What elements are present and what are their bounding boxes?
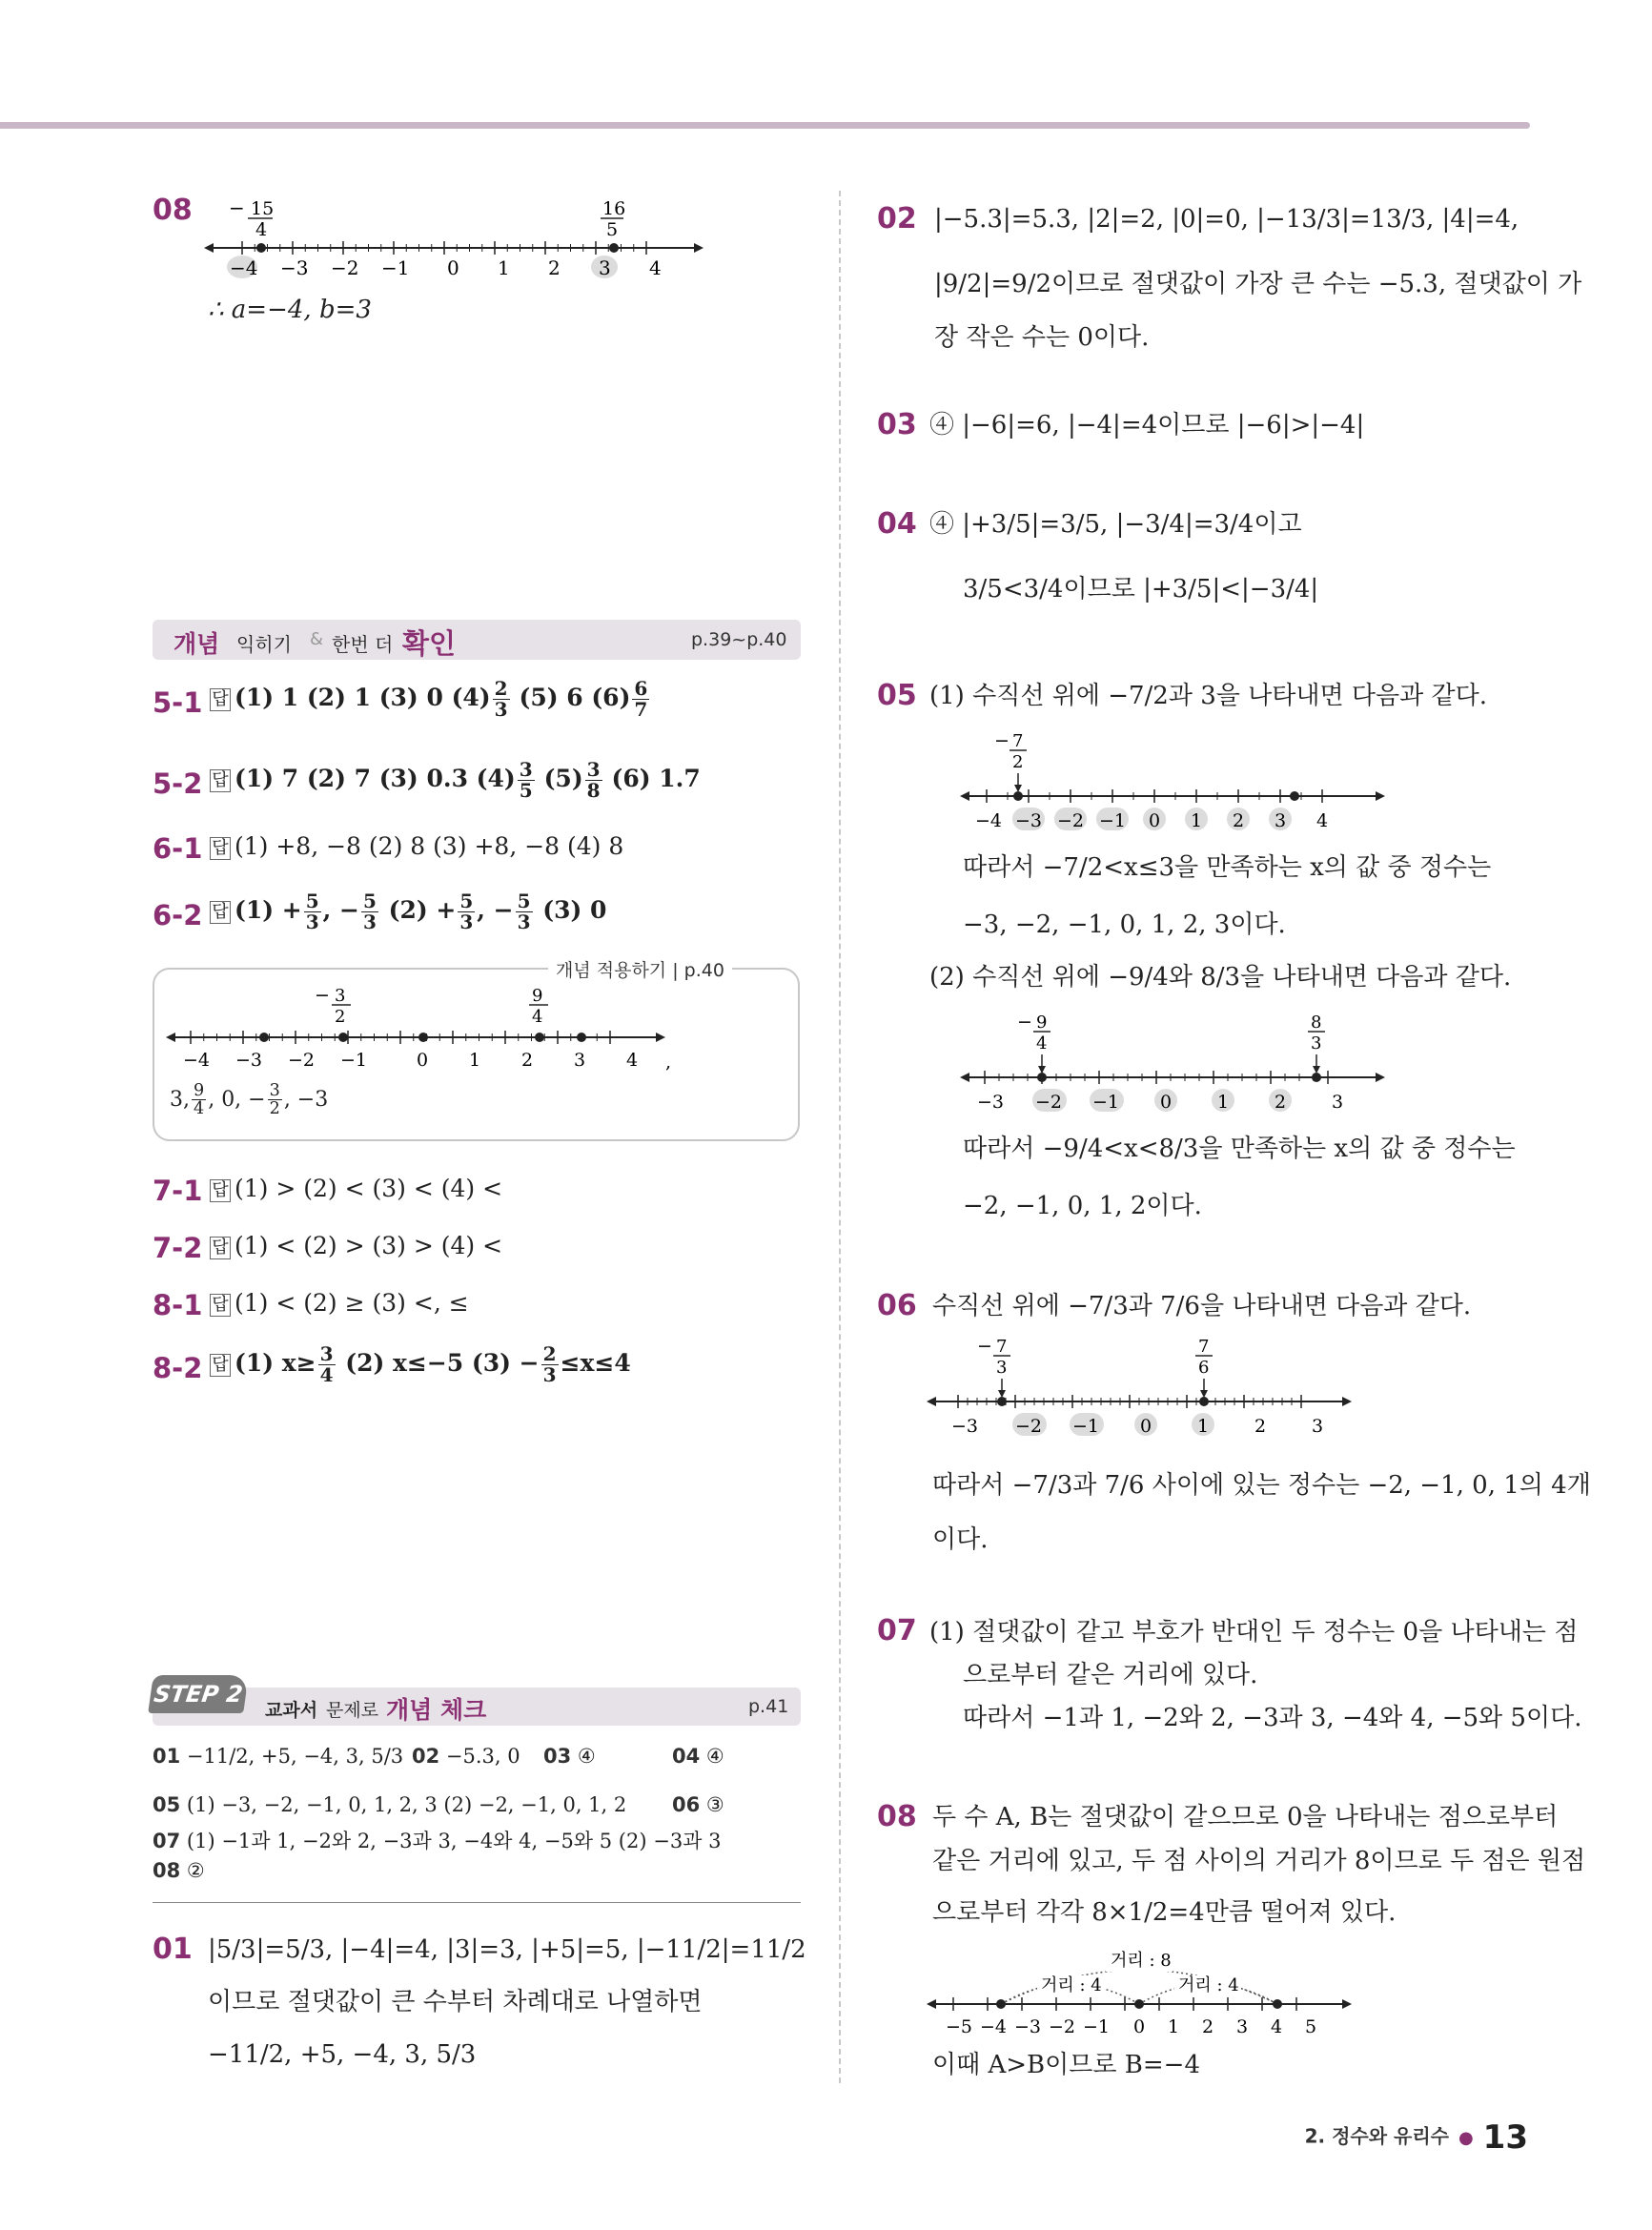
sol03-line1: ④ |−6|=6, |−4|=4이므로 |−6|>|−4|: [929, 411, 1365, 440]
sol05-line1: (1) 수직선 위에 −7/2과 3을 나타내면 다음과 같다.: [929, 682, 1487, 710]
svg-text:−4: −4: [183, 1050, 211, 1071]
svg-text:거리 : 8: 거리 : 8: [1111, 1951, 1172, 1971]
sol04-line2: 3/5<3/4이므로 |+3/5|<|−3/4|: [963, 575, 1319, 604]
sol01-line3: −11/2, +5, −4, 3, 5/3: [208, 2040, 477, 2069]
sol01-line2: 이므로 절댓값이 큰 수부터 차례대로 나열하면: [208, 1988, 703, 2016]
banner-title-4: 확인: [402, 627, 457, 660]
banner-title-1: 개념: [173, 630, 220, 658]
svg-text:−2: −2: [1035, 1092, 1063, 1113]
svg-text:−: −: [315, 985, 330, 1006]
banner-title-2: 익히기: [236, 633, 292, 656]
summary-04: 04 ④: [672, 1745, 724, 1768]
section-title: 2. 정수와 유리수: [1304, 2124, 1449, 2148]
svg-text:8: 8: [1311, 1013, 1322, 1033]
answer-mark-icon: 답: [210, 1179, 231, 1202]
nl-label: 5: [606, 219, 619, 240]
problem-number-08: 08: [877, 1800, 917, 1833]
number-line-05a: [958, 729, 1397, 834]
page-number: 13: [1482, 2118, 1528, 2157]
svg-text:3: 3: [1236, 2016, 1249, 2037]
svg-text:6: 6: [1198, 1358, 1210, 1378]
sol02-line3: 장 작은 수는 0이다.: [934, 323, 1150, 352]
svg-text:4: 4: [532, 1007, 543, 1027]
svg-text:4: 4: [626, 1050, 639, 1071]
problem-number-03: 03: [877, 408, 917, 441]
tick-label: −2: [331, 256, 359, 279]
svg-text:2: 2: [335, 1007, 346, 1027]
box-label: 개념 적용하기 | p.40: [548, 956, 732, 982]
problem-number-08: 08: [153, 194, 193, 227]
svg-text:3: 3: [996, 1358, 1008, 1378]
number-line-box: [162, 982, 696, 1073]
step2-title-1: 교과서: [265, 1700, 318, 1721]
svg-text:−4: −4: [975, 810, 1003, 831]
svg-text:9: 9: [1036, 1013, 1048, 1033]
sol07-line1: (1) 절댓값이 같고 부호가 반대인 두 정수는 0을 나타내는 점: [929, 1618, 1579, 1647]
answer-7-2: 답 (1) < (2) > (3) > (4) <: [210, 1232, 502, 1259]
tick-label: 4: [649, 256, 662, 279]
tick-label: 0: [447, 256, 459, 279]
banner-pages: p.39~p.40: [691, 629, 787, 650]
top-decorative-bar: [0, 122, 1530, 129]
svg-text:4: 4: [1036, 1033, 1048, 1054]
step2-badge: STEP 2: [148, 1675, 249, 1713]
summary-05: 05 (1) −3, −2, −1, 0, 1, 2, 3 (2) −2, −1, 0, 1, 2: [153, 1793, 627, 1816]
svg-text:0: 0: [1133, 2016, 1146, 2037]
svg-text:−1: −1: [1099, 810, 1127, 831]
column-divider: [839, 191, 841, 2083]
svg-text:0: 0: [1140, 1416, 1152, 1437]
step2-banner: [153, 1688, 801, 1726]
number-line-05b: [958, 1011, 1397, 1115]
svg-text:0: 0: [1160, 1092, 1173, 1113]
svg-text:−2: −2: [1049, 2016, 1076, 2037]
svg-text:1: 1: [1191, 810, 1203, 831]
svg-text:−5: −5: [946, 2016, 973, 2037]
svg-text:3: 3: [1332, 1092, 1344, 1113]
svg-text:1: 1: [1168, 2016, 1180, 2037]
summary-01: 01 −11/2, +5, −4, 3, 5/3: [153, 1745, 404, 1768]
answer-5-1: 답 (1) 1 (2) 1 (3) 0 (4) $\frac{2}{3}$ (5) 6 (6) $\frac{6}{7}$: [210, 679, 651, 720]
svg-text:−: −: [977, 1336, 992, 1357]
answer-mark-icon: 답: [210, 1294, 231, 1317]
svg-text:0: 0: [417, 1050, 429, 1071]
item-number: 6-2: [153, 899, 203, 931]
sol05-line6: −2, −1, 0, 1, 2이다.: [963, 1192, 1202, 1220]
nl-label: 15: [251, 198, 275, 219]
svg-text:−3: −3: [1015, 810, 1043, 831]
item-number: 8-2: [153, 1352, 203, 1384]
sol05-line4: (2) 수직선 위에 −9/4와 8/3을 나타내면 다음과 같다.: [929, 963, 1512, 992]
nl-label: −: [229, 196, 245, 219]
svg-text:7: 7: [1012, 731, 1024, 751]
step2-title-3: 개념 체크: [386, 1696, 487, 1724]
sol01-line1: |5/3|=5/3, |−4|=4, |3|=3, |+5|=5, |−11/2|=11/2: [208, 1935, 806, 1964]
banner-title-3: 한번 더: [332, 633, 394, 656]
summary-rule: [153, 1902, 801, 1903]
svg-text:,: ,: [665, 1052, 672, 1073]
bullet-icon: ●: [1458, 2127, 1474, 2148]
summary-07: 07 (1) −1과 1, −2와 2, −3과 3, −4와 4, −5와 5 (2) −3과 3: [153, 1830, 722, 1852]
step2-title-2: 문제로: [326, 1700, 379, 1721]
answer-8-1: 답 (1) < (2) ≥ (3) <, ≤: [210, 1289, 469, 1317]
item-number: 8-1: [153, 1289, 203, 1321]
svg-text:3: 3: [574, 1050, 586, 1071]
svg-text:1: 1: [469, 1050, 481, 1071]
svg-text:1: 1: [1217, 1092, 1230, 1113]
sol05-line5: 따라서 −9/4<x<8/3을 만족하는 x의 값 중 정수는: [963, 1135, 1516, 1163]
svg-text:5: 5: [1305, 2016, 1317, 2037]
sol07-line3: 따라서 −1과 1, −2와 2, −3과 3, −4와 4, −5와 5이다.: [963, 1704, 1582, 1732]
svg-text:0: 0: [1149, 810, 1161, 831]
answer-mark-icon: 답: [210, 1237, 231, 1259]
svg-text:−2: −2: [1057, 810, 1085, 831]
svg-text:−1: −1: [340, 1050, 368, 1071]
svg-text:4: 4: [1316, 810, 1329, 831]
number-line-08: [200, 195, 715, 281]
svg-text:거리 : 4: 거리 : 4: [1041, 1975, 1102, 1995]
answer-mark-icon: 답: [210, 901, 231, 924]
box-answer: 3, $\frac{9}{4}$ , 0, − $\frac{3}{2}$ , −3: [170, 1081, 329, 1119]
answer-8-2: 답 (1) x≥ $\frac{3}{4}$ (2) x≤−5 (3) − $\frac{2}{3}$ ≤x≤4: [210, 1344, 631, 1385]
summary-08: 08 ②: [153, 1859, 205, 1882]
problem-number-02: 02: [877, 202, 917, 235]
answer-mark-icon: 답: [210, 837, 231, 860]
problem-number-05: 05: [877, 679, 917, 712]
tick-label: 1: [498, 256, 510, 279]
svg-text:1: 1: [1197, 1416, 1210, 1437]
sol08-line2: 같은 거리에 있고, 두 점 사이의 거리가 8이므로 두 점은 원점: [932, 1847, 1586, 1875]
item-number: 5-2: [153, 767, 203, 800]
svg-text:−1: −1: [1083, 2016, 1111, 2037]
sol04-line1: ④ |+3/5|=3/5, |−3/4|=3/4이고: [929, 510, 1302, 539]
sol08-line1: 두 수 A, B는 절댓값이 같으므로 0을 나타내는 점으로부터: [932, 1803, 1559, 1831]
point-b: [609, 243, 619, 253]
sol05-line2: 따라서 −7/2<x≤3을 만족하는 x의 값 중 정수는: [963, 853, 1492, 882]
sol02-line2: |9/2|=9/2이므로 절댓값이 가장 큰 수는 −5.3, 절댓값이 가: [934, 270, 1582, 298]
point-a: [256, 243, 266, 253]
banner-amp: &: [310, 629, 324, 649]
svg-text:−: −: [994, 730, 1010, 751]
svg-text:거리 : 4: 거리 : 4: [1178, 1975, 1239, 1995]
svg-text:9: 9: [532, 986, 543, 1006]
sol08-line4: 이때 A>B이므로 B=−4: [932, 2051, 1200, 2079]
tick-label: −3: [280, 256, 309, 279]
svg-text:4: 4: [1271, 2016, 1283, 2037]
answer-6-1: 답 (1) +8, −8 (2) 8 (3) +8, −8 (4) 8: [210, 832, 623, 860]
problem-number-07: 07: [877, 1614, 917, 1647]
sol06-line2: 따라서 −7/3과 7/6 사이에 있는 정수는 −2, −1, 0, 1의 4개: [932, 1471, 1591, 1500]
svg-text:2: 2: [1254, 1416, 1267, 1437]
svg-text:−1: −1: [1072, 1416, 1100, 1437]
sol08-line3: 으로부터 각각 8×1/2=4만큼 떨어져 있다.: [932, 1898, 1397, 1927]
svg-text:3: 3: [1275, 810, 1287, 831]
sol06-line1: 수직선 위에 −7/3과 7/6을 나타내면 다음과 같다.: [932, 1292, 1472, 1320]
problem-number-06: 06: [877, 1289, 917, 1322]
number-line-06: [925, 1335, 1363, 1440]
problem-number-04: 04: [877, 507, 917, 541]
svg-text:−3: −3: [1014, 2016, 1042, 2037]
item-number: 7-2: [153, 1232, 203, 1264]
answer-5-2: 답 (1) 7 (2) 7 (3) 0.3 (4) $\frac{3}{5}$ (5) $\frac{3}{8}$ (6) 1.7: [210, 760, 701, 801]
svg-text:7: 7: [1198, 1337, 1210, 1357]
item-number: 7-1: [153, 1175, 203, 1207]
svg-text:−2: −2: [1015, 1416, 1043, 1437]
item-number: 5-1: [153, 686, 203, 719]
nl-label: 16: [602, 198, 626, 219]
sol02-line1: |−5.3|=5.3, |2|=2, |0|=0, |−13/3|=13/3, |4|=4,: [934, 205, 1519, 234]
svg-text:−2: −2: [288, 1050, 316, 1071]
svg-text:2: 2: [1275, 1092, 1287, 1113]
answer-7-1: 답 (1) > (2) < (3) < (4) <: [210, 1175, 502, 1202]
number-line-08b: [925, 1945, 1363, 2040]
summary-03: 03 ④: [543, 1745, 596, 1768]
tick-label: −1: [381, 256, 410, 279]
svg-text:−1: −1: [1092, 1092, 1120, 1113]
svg-text:−4: −4: [980, 2016, 1008, 2037]
svg-text:2: 2: [1233, 810, 1245, 831]
svg-text:2: 2: [521, 1050, 534, 1071]
problem-number-01: 01: [153, 1933, 193, 1966]
svg-text:−: −: [1017, 1012, 1032, 1033]
svg-text:−3: −3: [977, 1092, 1005, 1113]
svg-text:−3: −3: [235, 1050, 263, 1071]
svg-text:3: 3: [1312, 1416, 1324, 1437]
step2-page: p.41: [748, 1696, 789, 1717]
summary-06: 06 ③: [672, 1793, 724, 1816]
svg-text:7: 7: [996, 1337, 1008, 1357]
svg-text:3: 3: [335, 986, 346, 1006]
page-footer: [1305, 2118, 1528, 2157]
item-number: 6-1: [153, 832, 203, 865]
sol06-line3: 이다.: [932, 1525, 989, 1554]
answer-mark-icon: 답: [210, 769, 231, 792]
sol05-line3: −3, −2, −1, 0, 1, 2, 3이다.: [963, 910, 1286, 939]
svg-text:2: 2: [1202, 2016, 1214, 2037]
concept-banner: [153, 620, 801, 660]
answer-6-2: 답 (1) + $\frac{5}{3}$ , − $\frac{5}{3}$ (2) + $\frac{5}{3}$ , − $\frac{5}{3}$ (3) 0: [210, 891, 606, 932]
answer-08: ∴ a=−4, b=3: [208, 296, 372, 324]
tick-label: 2: [548, 256, 561, 279]
answer-mark-icon: 답: [210, 688, 231, 711]
tick-label: −4: [230, 256, 258, 279]
sol07-line2: 으로부터 같은 거리에 있다.: [963, 1661, 1258, 1689]
answer-mark-icon: 답: [210, 1354, 231, 1377]
svg-text:2: 2: [1012, 752, 1024, 772]
nl-label: 4: [255, 219, 268, 240]
summary-02: 02 −5.3, 0: [412, 1745, 520, 1768]
svg-text:3: 3: [1311, 1033, 1322, 1054]
tick-label: 3: [599, 256, 611, 279]
svg-text:−3: −3: [951, 1416, 979, 1437]
